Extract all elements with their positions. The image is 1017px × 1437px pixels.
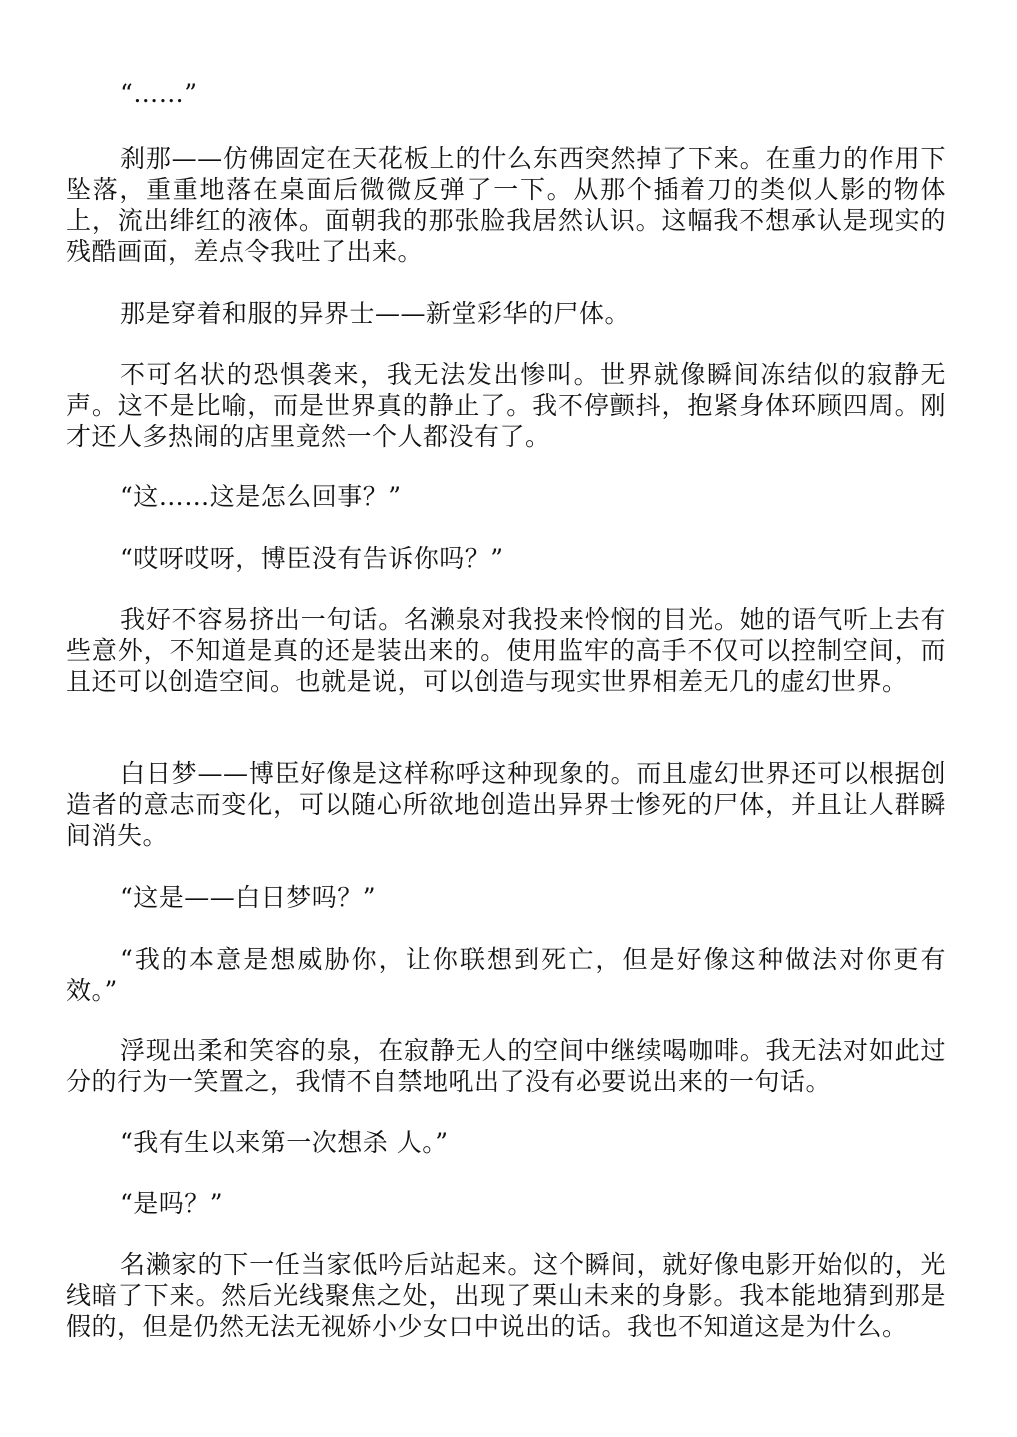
paragraph-daydream: 白日梦——博臣好像是这样称呼这种现象的。而且虚幻世界还可以根据创造者的意志而变化，可以随心所欲地创造出异界士惨死的尸体，并且让人群瞬间消失。 [66,759,946,850]
paragraph-threat: “我的本意是想威胁你，让你联想到死亡，但是好像这种做法对你更有效。” [66,945,946,1005]
paragraph-izumi-coffee: 浮现出柔和笑容的泉，在寂静无人的空间中继续喝咖啡。我无法对如此过分的行为一笑置之，我情不自禁地吼出了没有必要说出来的一句话。 [66,1036,946,1096]
paragraph-corpse-falls: 刹那——仿佛固定在天花板上的什么东西突然掉了下来。在重力的作用下坠落，重重地落在桌面后微微反弹了一下。从那个插着刀的类似人影的物体上，流出绯红的液体。面朝我的那张脸我居然认识。这幅我不想承认是现实的残酷画面，差点令我吐了出来。 [66,144,946,266]
paragraph-reply: “哎呀哎呀，博臣没有告诉你吗？” [120,544,504,573]
paragraph-ellipsis: “……” [120,79,198,108]
paragraph-is-daydream: “这是——白日梦吗？” [120,883,377,912]
paragraph-identity: 那是穿着和服的异界士——新堂彩华的尸体。 [120,299,631,328]
paragraph-is-that-so: “是吗？” [120,1189,224,1218]
paragraph-question: “这……这是怎么回事？” [120,482,402,511]
paragraph-fear: 不可名状的恐惧袭来，我无法发出惨叫。世界就像瞬间冻结似的寂静无声。这不是比喻，而是世界真的静止了。我不停颤抖，抱紧身体环顾四周。刚才还人多热闹的店里竟然一个人都没有了。 [66,360,946,451]
paragraph-mirai-appears: 名濑家的下一任当家低吟后站起来。这个瞬间，就好像电影开始似的，光线暗了下来。然后光线聚焦之处，出现了栗山未来的身影。我本能地猜到那是假的，但是仍然无法无视娇小少女口中说出的话。我也不知道这是为什么。 [66,1250,946,1341]
paragraph-want-kill: “我有生以来第一次想杀 人。” [120,1128,449,1157]
paragraph-prison-space: 我好不容易挤出一句话。名濑泉对我投来怜悯的目光。她的语气听上去有些意外，不知道是真的还是装出来的。使用监牢的高手不仅可以控制空间，而且还可以创造空间。也就是说，可以创造与现实世界相差无几的虚幻世界。 [66,605,946,696]
